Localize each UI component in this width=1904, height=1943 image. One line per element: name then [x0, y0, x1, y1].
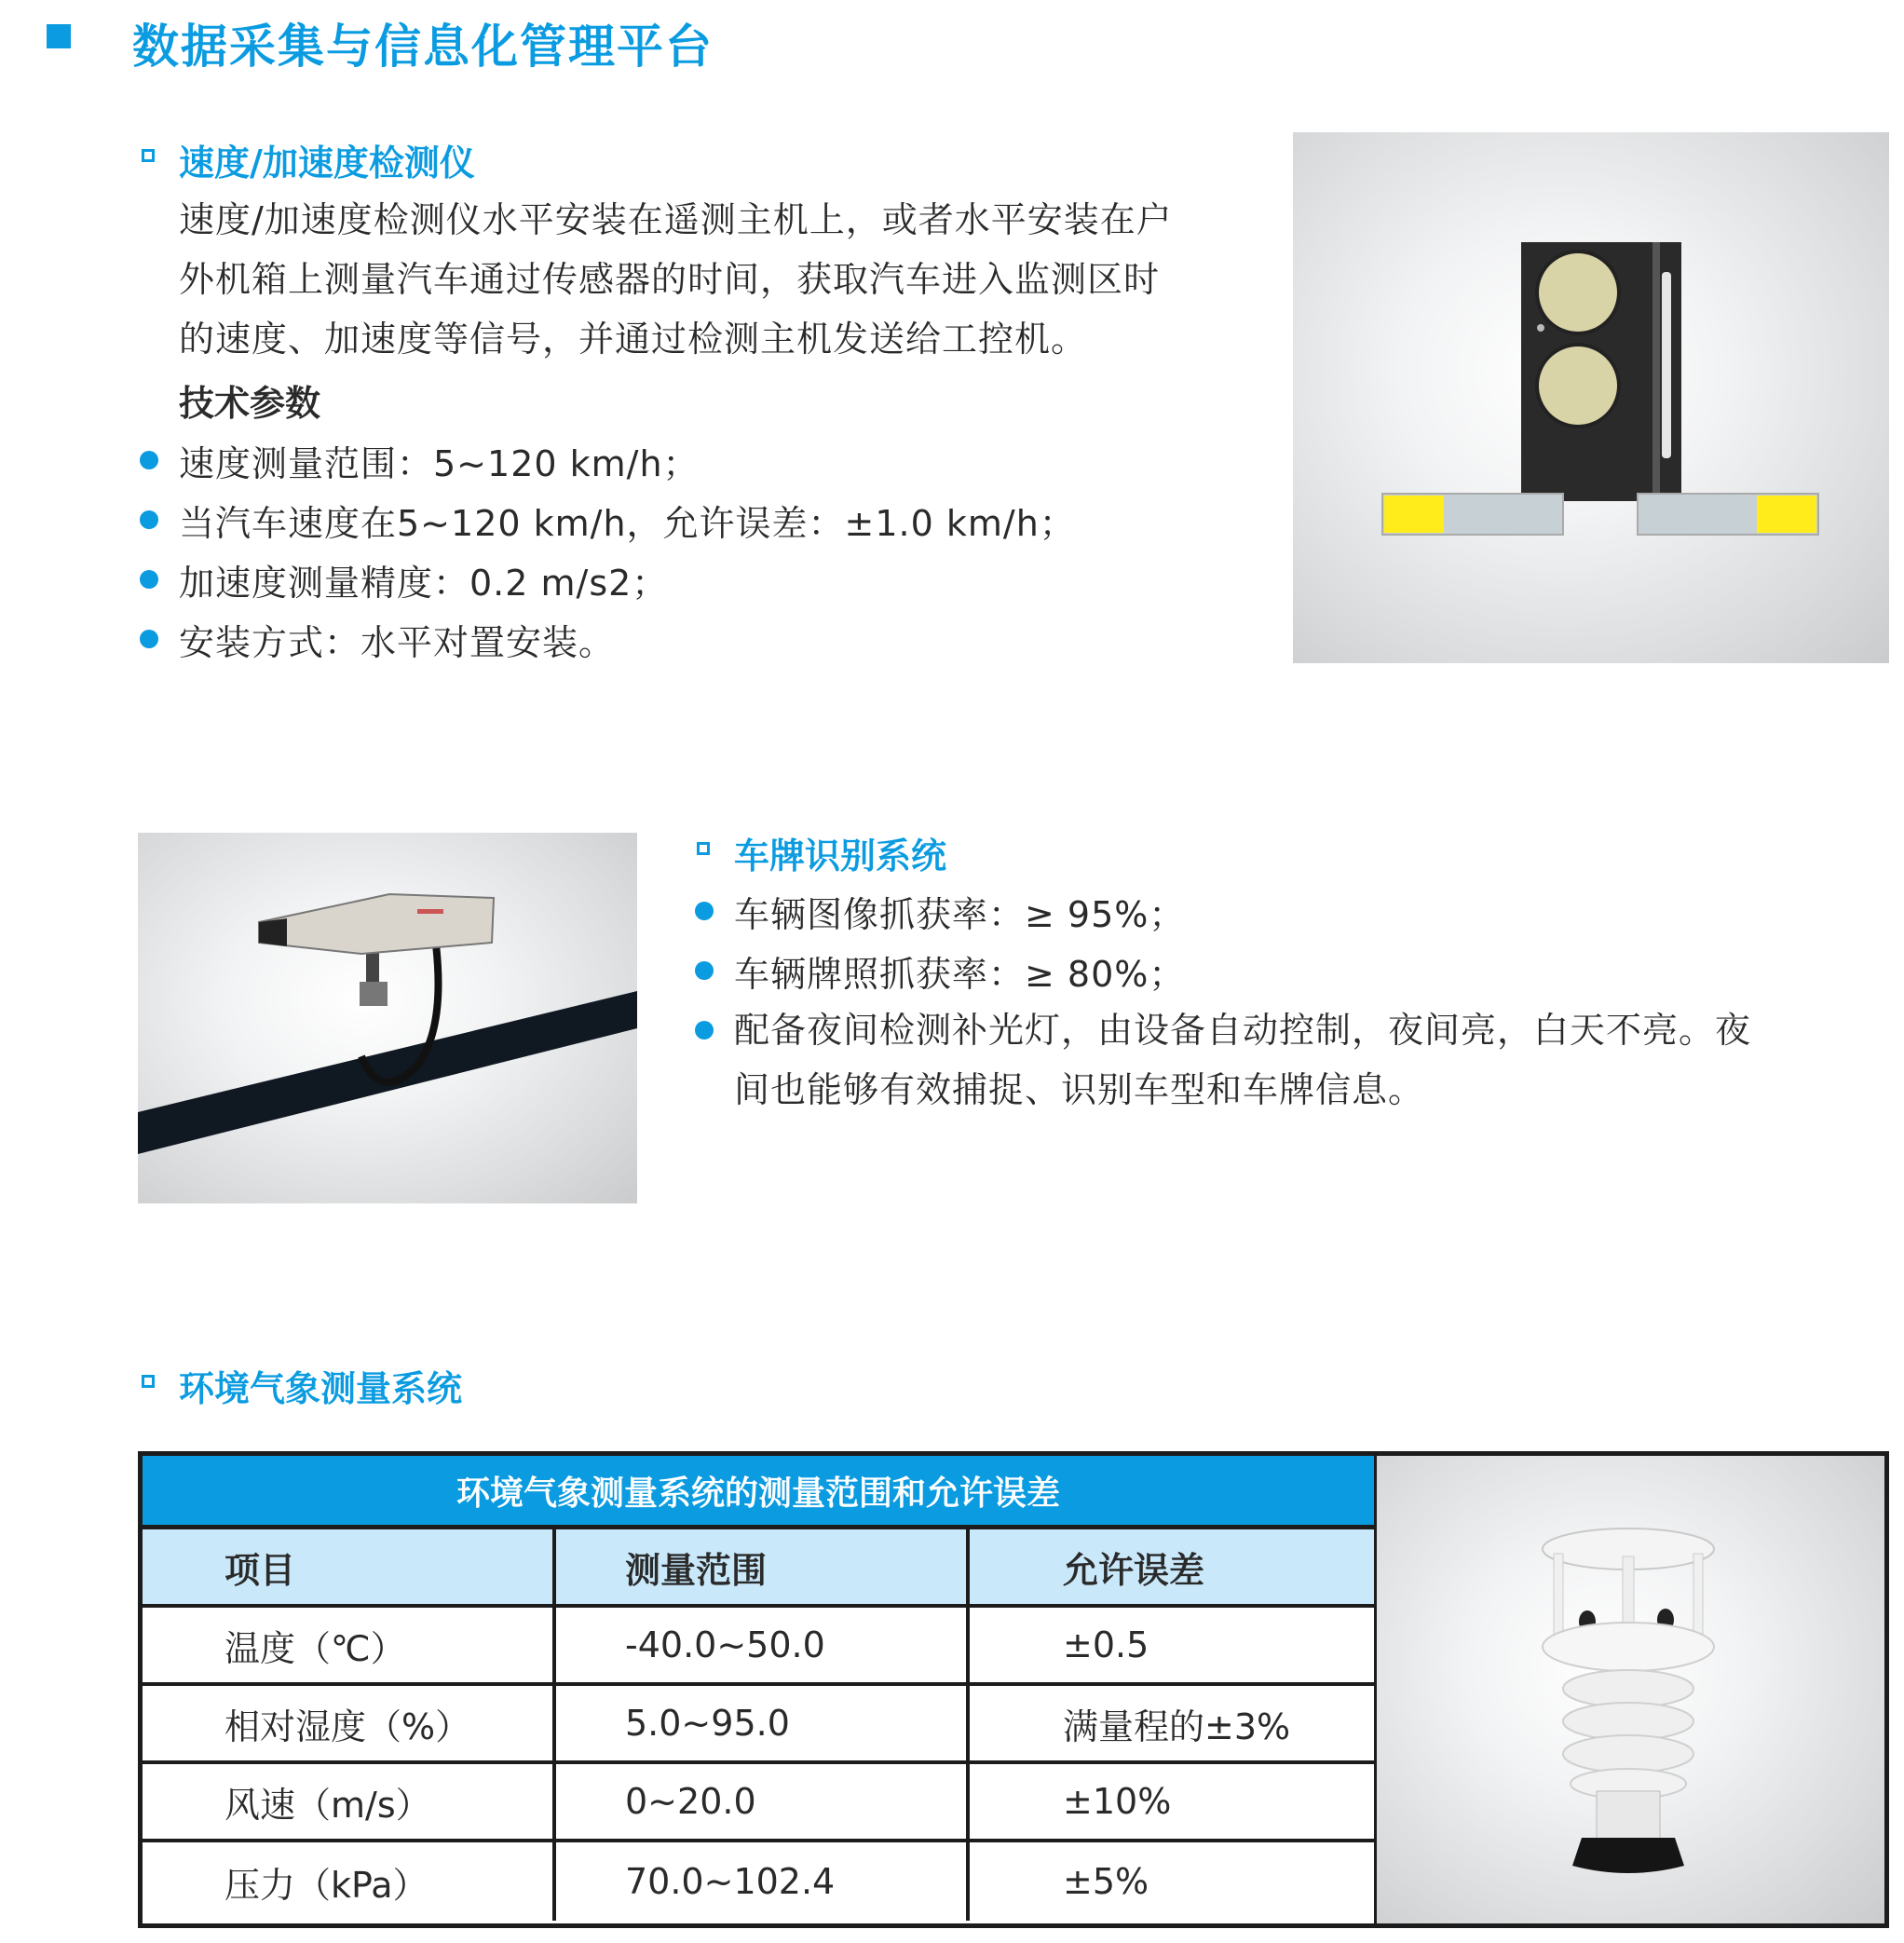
speed-description-line: 速度/加速度检测仪水平安装在遥测主机上，或者水平安装在户: [179, 199, 1173, 240]
bullet-text: 当汽车速度在5~120 km/h，允许误差：±1.0 km/h；: [179, 502, 1076, 544]
list-item: [695, 881, 1751, 941]
table-row: [143, 1764, 1374, 1842]
speed-params-list: [140, 430, 1076, 669]
section-box-icon: [697, 842, 710, 855]
table-cell: 满量程的±3%: [1063, 1705, 1291, 1747]
bullet-text: 车辆图像抓获率：≥ 95%；: [734, 893, 1186, 935]
bullet-text-line: 间也能够有效捕捉、识别车型和车牌信息。: [734, 1069, 1425, 1110]
table-cell: ±5%: [1063, 1861, 1149, 1902]
bullet-dot-icon: [695, 961, 714, 980]
table-cell: 温度（℃）: [143, 1608, 556, 1682]
bullet-text-line: 配备夜间检测补光灯，由设备自动控制，夜间亮，白天不亮。夜: [734, 1010, 1752, 1051]
list-item: [140, 490, 1076, 550]
speed-section-title: 速度/加速度检测仪: [179, 143, 475, 183]
speed-detector-icon: [1293, 132, 1889, 663]
page-title: 数据采集与信息化管理平台: [132, 20, 714, 74]
section-box-icon: [142, 149, 155, 162]
column-header: 允许误差: [1063, 1549, 1205, 1591]
speed-detector-image: [1293, 132, 1889, 663]
list-item: [695, 941, 1751, 1000]
table-cell: 压力（kPa）: [143, 1842, 556, 1921]
plate-camera-image: [138, 833, 637, 1203]
list-item: [140, 609, 1076, 669]
list-item: [140, 430, 1076, 490]
weather-table: [138, 1451, 1379, 1928]
table-row: [143, 1608, 1374, 1686]
table-row: [143, 1686, 1374, 1764]
bullet-dot-icon: [140, 630, 158, 648]
table-cell: -40.0~50.0: [556, 1608, 970, 1682]
params-label: 技术参数: [179, 383, 321, 424]
speed-description-line: 的速度、加速度等信号，并通过检测主机发送给工控机。: [179, 319, 1088, 360]
table-title: 环境气象测量系统的测量范围和允许误差: [143, 1456, 1374, 1529]
bullet-text: 安装方式：水平对置安装。: [179, 621, 616, 663]
table-cell: ±0.5: [1063, 1624, 1149, 1665]
weather-station-image: [1377, 1451, 1889, 1928]
bullet-text: 车辆牌照抓获率：≥ 80%；: [734, 953, 1186, 995]
bullet-dot-icon: [140, 510, 158, 529]
column-header: 测量范围: [556, 1529, 970, 1604]
bullet-text: 加速度测量精度：0.2 m/s2；: [179, 562, 669, 604]
weather-station-icon: [1377, 1456, 1884, 1928]
table-body: [143, 1529, 1374, 1921]
bullet-dot-icon: [140, 570, 158, 589]
title-square-icon: [47, 24, 71, 48]
speed-description: [179, 190, 1297, 369]
bullet-dot-icon: [695, 1021, 714, 1039]
table-cell: 相对湿度（%）: [143, 1686, 556, 1760]
table-cell: 70.0~102.4: [556, 1842, 970, 1921]
list-item: [140, 550, 1076, 609]
table-cell: 5.0~95.0: [556, 1686, 970, 1760]
bullet-dot-icon: [695, 902, 714, 920]
table-row: [143, 1842, 1374, 1921]
bullet-text: [734, 1000, 1751, 1120]
column-header: 项目: [143, 1529, 556, 1604]
plate-section-title: 车牌识别系统: [734, 836, 947, 876]
table-cell: ±10%: [1063, 1781, 1172, 1822]
bullet-dot-icon: [140, 451, 158, 469]
table-cell: 风速（m/s）: [143, 1764, 556, 1839]
table-cell: 0~20.0: [556, 1764, 970, 1839]
weather-section-title: 环境气象测量系统: [179, 1368, 463, 1409]
bullet-text: 速度测量范围：5~120 km/h；: [179, 442, 700, 484]
speed-description-line: 外机箱上测量汽车通过传感器的时间，获取汽车进入监测区时: [179, 259, 1161, 300]
section-box-icon: [142, 1375, 155, 1388]
camera-icon: [138, 833, 637, 1203]
table-header-row: [143, 1529, 1374, 1608]
list-item: [695, 1000, 1751, 1120]
plate-params-list: [695, 881, 1751, 1120]
